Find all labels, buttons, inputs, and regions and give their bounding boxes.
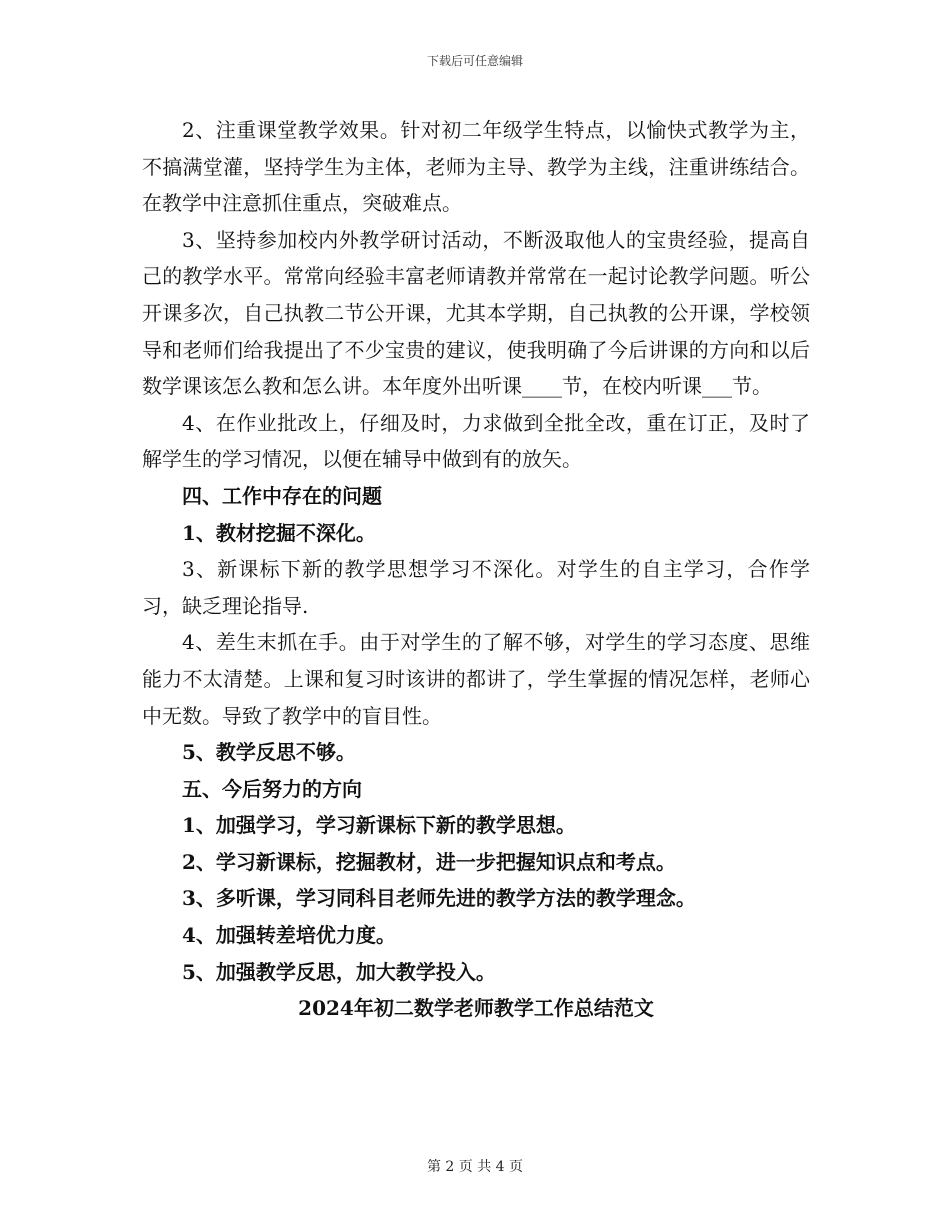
next-document-title: 2024年初二数学老师教学工作总结范文 bbox=[298, 996, 654, 1021]
direction-item-2: 2、学习新课标，挖掘教材，进一步把握知识点和考点。 bbox=[182, 849, 676, 874]
problem-item-textbook: 1、教材挖掘不深化。 bbox=[182, 520, 376, 545]
section-heading-problems: 四、工作中存在的问题 bbox=[182, 483, 382, 508]
direction-item-4: 4、加强转差培优力度。 bbox=[182, 923, 396, 948]
paragraph-homework-correction: 4、在作业批改上，仔细及时，力求做到全批全改，重在订正，及时了解学生的学习情况，以便在辅导中做到有的放矢。 bbox=[142, 410, 810, 472]
problem-item-weak-students: 4、差生末抓在手。由于对学生的了解不够，对学生的学习态度、思维能力不太清楚。上课和复习时该讲的都讲了，学生掌握的情况怎样，老师心中无数。导致了教学中的盲目性。 bbox=[142, 630, 810, 728]
page-footer: 第 2 页 共 4 页 bbox=[426, 1159, 524, 1175]
problem-item-new-curriculum: 3、新课标下新的教学思想学习不深化。对学生的自主学习，合作学习，缺乏理论指导. bbox=[142, 557, 810, 618]
paragraph-classroom-effect: 2、注重课堂教学效果。针对初二年级学生特点，以愉快式教学为主，不搞满堂灌，坚持学生为主体，老师为主导、教学为主线，注重讲练结合。在教学中注意抓住重点，突破难点。 bbox=[142, 118, 810, 216]
section-heading-future-direction: 五、今后努力的方向 bbox=[182, 776, 362, 801]
direction-item-5: 5、加强教学反思，加大教学投入。 bbox=[182, 959, 496, 984]
direction-item-3: 3、多听课，学习同科目老师先进的教学方法的教学理念。 bbox=[182, 886, 696, 911]
direction-item-1: 1、加强学习，学习新课标下新的教学思想。 bbox=[182, 813, 576, 838]
document-body bbox=[142, 112, 810, 1027]
paragraph-teaching-research: 3、坚持参加校内外教学研讨活动，不断汲取他人的宝贵经验，提高自己的教学水平。常常向经验丰富老师请教并常常在一起讨论教学问题。听公开课多次，自己执教二节公开课，尤其本学期，自己执教的公开课，学校领导和老师们给我提出了不少宝贵的建议，使我明确了今后讲课的方向和以后数学课该怎么教和怎么讲。本年度外出听课____节，在校内听课___节。 bbox=[142, 227, 810, 399]
page-header: 下载后可任意编辑 bbox=[426, 54, 523, 68]
problem-item-reflection: 5、教学反思不够。 bbox=[182, 740, 356, 765]
